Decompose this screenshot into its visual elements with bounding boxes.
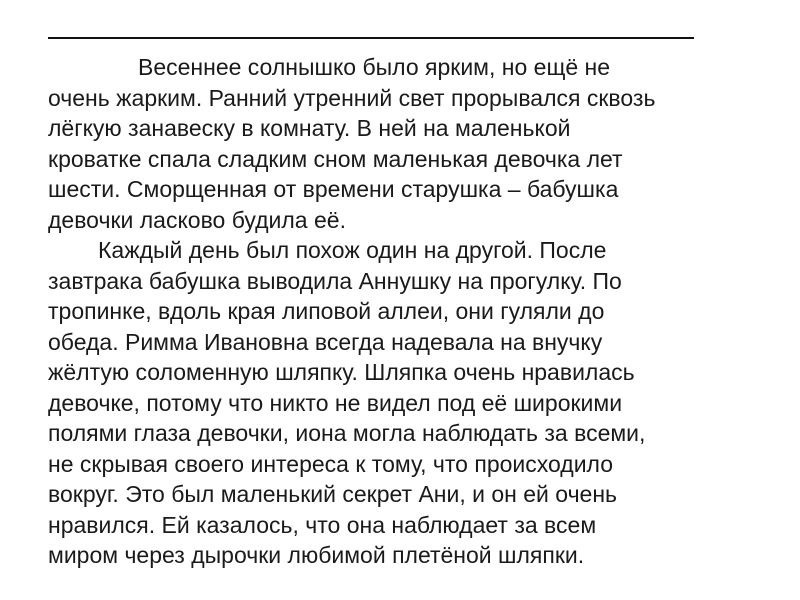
text-line: девочке, потому что никто не видел под её широкими xyxy=(48,389,623,416)
paragraph-2 xyxy=(48,235,768,571)
text-line: лёгкую занавеску в комнату. В ней на маленькой xyxy=(48,115,571,141)
text-line: обеда. Римма Ивановна всегда надевала на внучку xyxy=(48,328,603,355)
text-line: не скрывая своего интереса к тому, что происходило xyxy=(48,450,614,477)
text-line: жёлтую соломенную шляпку. Шляпка очень нравилась xyxy=(48,359,635,385)
text-line: девочки ласково будила её. xyxy=(48,206,346,233)
top-rule xyxy=(48,37,694,39)
text-line: Весеннее солнышко было ярким, но ещё не xyxy=(138,54,611,80)
text-line: вокруг. Это был маленький секрет Ани, и он ей очень xyxy=(48,481,618,507)
document-text xyxy=(48,52,768,571)
text-line: миром через дырочки любимой плетёной шляпки. xyxy=(48,542,585,568)
text-line: Каждый день был похож один на другой. После xyxy=(98,237,607,263)
text-line: завтрака бабушка выводила Аннушку на прогулку. По xyxy=(48,267,622,294)
text-line: шести. Сморщенная от времени старушка – бабушка xyxy=(48,176,619,202)
text-line: очень жарким. Ранний утренний свет прорывался сквозь xyxy=(48,84,656,111)
text-line: нравился. Ей казалось, что она наблюдает за всем xyxy=(48,511,597,538)
paragraph-1 xyxy=(48,52,768,235)
text-line: полями глаза девочки, иона могла наблюдать за всеми, xyxy=(48,420,646,446)
text-line: кроватке спала сладким сном маленькая девочка лет xyxy=(48,145,623,172)
text-line: тропинке, вдоль края липовой аллеи, они гуляли до xyxy=(48,298,605,324)
